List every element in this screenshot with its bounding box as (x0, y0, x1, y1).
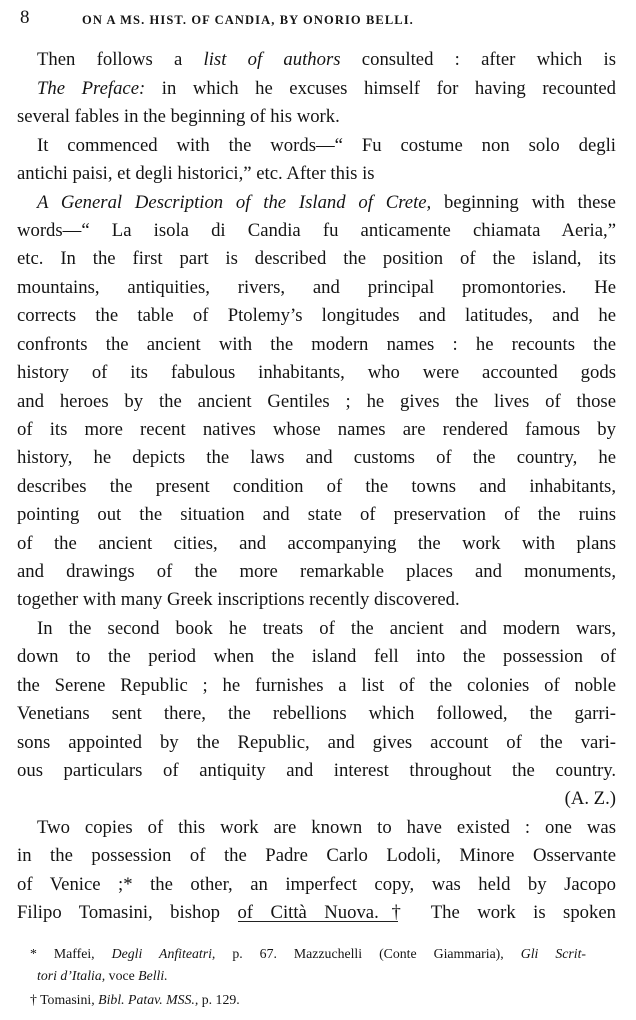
text-line: mountains, antiquities, rivers, and principal promontories. He (17, 277, 616, 298)
text-line: Venetians sent there, the rebellions which followed, the garri- (17, 703, 616, 724)
text-line: words—“ La isola di Candia fu anticamente chiamata Aeria,” (17, 220, 616, 241)
text-line: confronts the ancient with the modern names : he recounts the (17, 334, 616, 355)
page-number: 8 (20, 7, 30, 28)
text-line: history, he depicts the laws and customs of the country, he (17, 447, 616, 468)
text-line: several fables in the beginning of his work. (17, 106, 340, 127)
text-line: history of its fabulous inhabitants, who were accounted gods (17, 362, 616, 383)
text-line: It commenced with the words—“ Fu costume non solo degli (37, 135, 616, 156)
footnote-line: tori d’Italia, voce Belli. (37, 968, 168, 983)
page-header (20, 5, 616, 31)
text-line: and heroes by the ancient Gentiles ; he gives the lives of those (17, 391, 616, 412)
text-line: pointing out the situation and state of preservation of the ruins (17, 504, 616, 525)
footnote-line: † Tomasini, Bibl. Patav. MSS., p. 129. (30, 992, 240, 1007)
text-line: of the ancient cities, and accompanying the work with plans (17, 533, 616, 554)
text-line: corrects the table of Ptolemy’s longitudes and latitudes, and he (17, 305, 616, 326)
text-line: of its more recent natives whose names are rendered famous by (17, 419, 616, 440)
text-line: of Venice ;* the other, an imperfect copy, was held by Jacopo (17, 874, 616, 895)
text-line: The Preface: in which he excuses himself for having recounted (37, 78, 617, 99)
text-line: sons appointed by the Republic, and gives account of the vari- (17, 732, 616, 753)
text-line: down to the period when the island fell into the possession of (17, 646, 616, 667)
text-line: describes the present condition of the towns and inhabitants, (17, 476, 616, 497)
text-line: together with many Greek inscriptions recently discovered. (17, 589, 460, 610)
text-line: ous particulars of antiquity and interest throughout the country. (17, 760, 616, 781)
text-line: the Serene Republic ; he furnishes a list of the colonies of noble (17, 675, 616, 696)
text-line: In the second book he treats of the ancient and modern wars, (37, 618, 616, 639)
text-line: antichi paisi, et degli historici,” etc. After this is (17, 163, 375, 184)
running-title: ON A MS. HIST. OF CANDIA, BY ONORIO BELLI. (82, 13, 414, 27)
text-line: and drawings of the more remarkable places and monuments, (17, 561, 616, 582)
text-line: Filipo Tomasini, bishop of Città Nuova.† The work is spoken (17, 902, 616, 923)
footnote-line: * Maffei, Degli Anfiteatri, p. 67. Mazzuchelli (Conte Giammaria), Gli Scrit- (30, 946, 587, 961)
text-line: in the possession of the Padre Carlo Lodoli, Minore Osservante (17, 845, 616, 866)
text-line: Two copies of this work are known to have existed : one was (37, 817, 616, 838)
footnote-divider (238, 921, 398, 922)
text-line: A General Description of the Island of Crete, beginning with these (37, 192, 616, 213)
text-line: Then follows a list of authors consulted : after which is (37, 49, 616, 70)
signature-initials: (A. Z.) (564, 788, 616, 809)
text-line: etc. In the first part is described the position of the island, its (17, 248, 616, 269)
